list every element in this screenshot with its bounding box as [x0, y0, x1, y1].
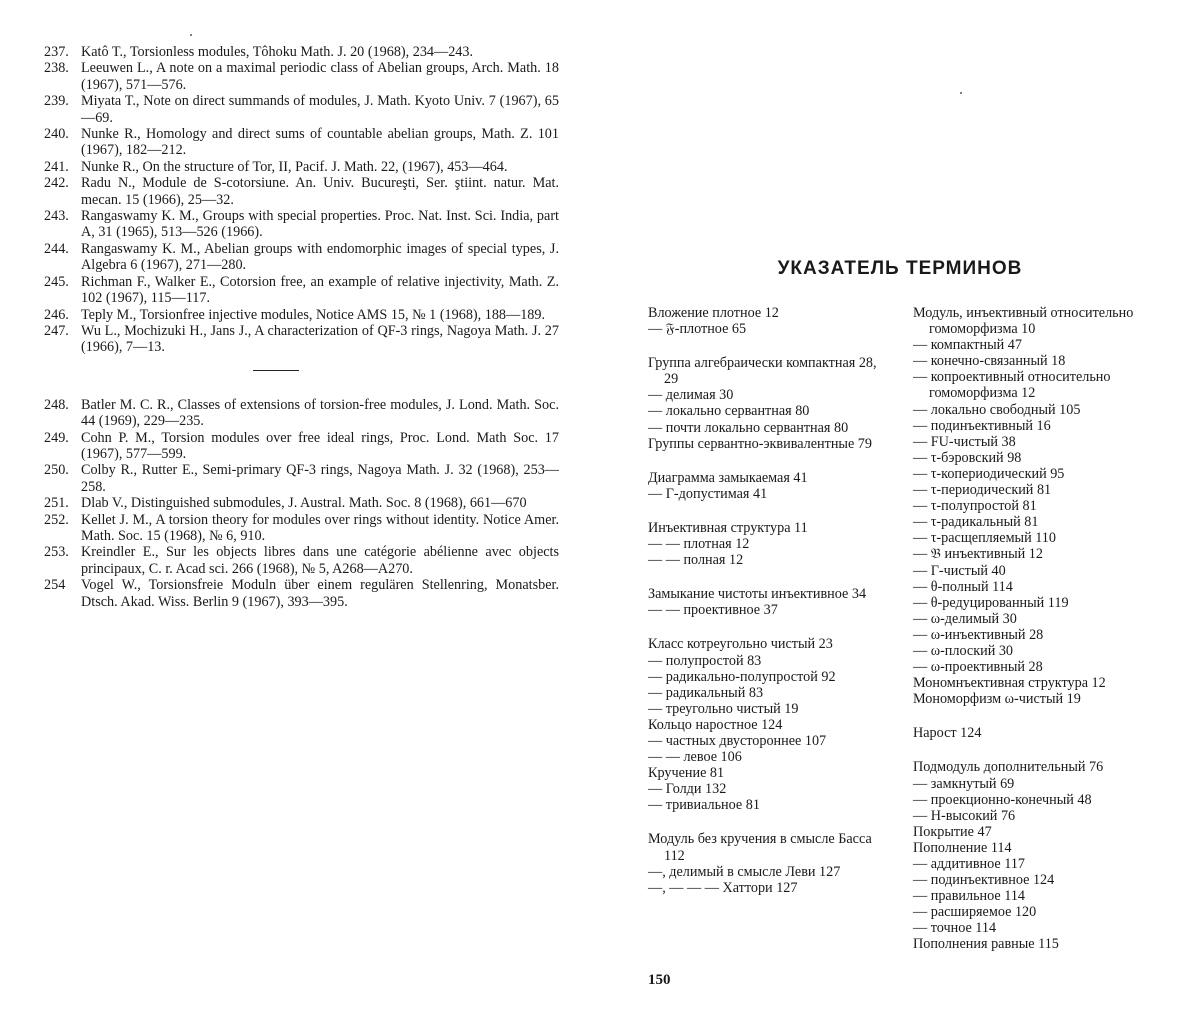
index-entry: — θ-редуцированный 119 — [913, 594, 1069, 611]
index-entry: Группа алгебраически компактная 28, 29 — [648, 355, 877, 388]
bib-entry-238 — [44, 60, 559, 93]
index-entry: Класс котреугольно чистый 23 — [648, 636, 833, 653]
bib-text: Nunke R., Homology and direct sums of countable abelian groups, Math. Z. 101 (1967), 182—212. — [81, 126, 559, 159]
bib-number: 249. — [44, 429, 69, 446]
index-entry: Модуль, инъективный относительно гомоморфизма 10 — [913, 305, 1134, 338]
index-entry: Модуль без кручения в смысле Басса 112 — [648, 831, 872, 864]
bib-number: 242. — [44, 175, 69, 192]
index-entry: — τ-периодический 81 — [913, 482, 1052, 499]
index-entry: — — полная 12 — [648, 552, 744, 569]
bib-text: Rangaswamy K. M., Abelian groups with endomorphic images of special types, J. Algebra 6 (1967), 271—280. — [81, 240, 559, 274]
index-entry: — радикальный 83 — [648, 684, 764, 701]
bib-entry-247 — [44, 323, 559, 356]
index-entry: Мономнъективная структура 12 — [913, 675, 1106, 692]
right-page — [600, 0, 1200, 1033]
index-entry: Инъективная структура 11 — [648, 519, 808, 536]
index-entry: — ω-проективный 28 — [913, 659, 1043, 676]
index-entry: — расширяемое 120 — [913, 904, 1037, 921]
group-spacer — [648, 337, 893, 355]
index-entry: Группы сервантно-эквивалентные 79 — [648, 435, 872, 452]
index-entry: — радикально-полупростой 92 — [648, 668, 836, 685]
bib-text: Wu L., Mochizuki H., Jans J., A characterization of QF-3 rings, Nagoya Math. J. 27 (1966), 7—13. — [81, 322, 559, 356]
index-entry: Нарост 124 — [913, 725, 982, 742]
group-spacer — [648, 502, 893, 520]
index-entry: — точное 114 — [913, 920, 997, 937]
speck — [190, 34, 192, 36]
index-entry: — частных двустороннее 107 — [648, 732, 827, 749]
index-entry: — полупростой 83 — [648, 652, 762, 669]
index-entry: — аддитивное 117 — [913, 856, 1026, 872]
index-entry: — τ-полупростой 81 — [913, 498, 1037, 515]
bib-text: Leeuwen L., A note on a maximal periodic class of Abelian groups, Arch. Math. 18 (1967), 571—576. — [81, 60, 559, 93]
index-entry: — τ-бэровский 98 — [913, 449, 1022, 466]
group-spacer — [648, 813, 893, 831]
bib-number: 253. — [44, 544, 69, 561]
bib-entry-242 — [44, 175, 559, 208]
bib-number: 241. — [44, 158, 69, 175]
bib-number: 244. — [44, 240, 69, 257]
bib-number: 248. — [44, 396, 69, 413]
bib-entry-244 — [44, 241, 559, 274]
index-entry: Покрытие 47 — [913, 823, 992, 840]
section-divider — [253, 370, 299, 371]
bib-entry-251 — [44, 495, 559, 511]
index-entry: Кольцо наростное 124 — [648, 716, 783, 733]
index-entry: — копроективный относительно гомоморфизма 12 — [913, 369, 1111, 402]
index-entry: — ω-плоский 30 — [913, 642, 1014, 659]
bib-text: Miyata T., Note on direct summands of modules, J. Math. Kyoto Univ. 7 (1967), 65—69. — [81, 93, 559, 126]
group-spacer — [648, 568, 893, 586]
index-entry: Пополнения равные 115 — [913, 936, 1059, 953]
index-entry: — делимая 30 — [648, 387, 734, 404]
bib-number: 240. — [44, 126, 69, 143]
index-entry: — Голди 132 — [648, 781, 727, 798]
index-entry: — ω-делимый 30 — [913, 610, 1017, 627]
bib-entry-239 — [44, 93, 559, 126]
group-spacer — [913, 707, 1163, 725]
index-column-left — [648, 305, 893, 896]
index-entry: — τ-копериодический 95 — [913, 465, 1065, 482]
index-entry: — конечно-связанный 18 — [913, 353, 1066, 370]
index-entry: — ω-инъективный 28 — [913, 626, 1044, 643]
index-entry: — 𝔉-плотное 65 — [648, 321, 747, 338]
bib-number: 246. — [44, 306, 69, 323]
index-entry: — τ-радикальный 81 — [913, 514, 1039, 531]
bib-text: Cohn P. M., Torsion modules over free ideal rings, Proc. Lond. Math Soc. 17 (1967), 577—599. — [81, 429, 559, 462]
index-entry: — тривиальное 81 — [648, 797, 760, 814]
bib-entry-249 — [44, 430, 559, 463]
index-entry: — подинъективный 16 — [913, 417, 1051, 434]
index-entry: — Г-чистый 40 — [913, 562, 1006, 579]
bib-entry-246 — [44, 307, 559, 323]
bib-number: 237. — [44, 44, 69, 60]
bib-text: Katô T., Torsionless modules, Tôhoku Math. J. 20 (1968), 234—243. — [81, 44, 474, 60]
bib-text: Batler M. C. R., Classes of extensions of torsion-free modules, J. Lond. Math. Soc. 44 (1969), 229—235. — [81, 396, 559, 430]
bib-entry-254 — [44, 577, 559, 610]
index-entry: — подинъективное 124 — [913, 872, 1055, 889]
index-entry: — 𝔅 инъективный 12 — [913, 546, 1043, 563]
bib-number: 254 — [44, 577, 66, 594]
index-entry: — FU-чистый 38 — [913, 433, 1016, 450]
index-title: УКАЗАТЕЛЬ ТЕРМИНОВ — [777, 258, 1023, 279]
bib-text: Kreindler E., Sur les objects libres dans une catégorie abélienne avec objects principaux, C. r. Acad sci. 266 (1968), № 5, A268—A270. — [81, 544, 559, 577]
group-spacer — [913, 741, 1163, 759]
index-entry: — почти локально сервантная 80 — [648, 419, 849, 436]
page-number: 150 — [648, 972, 671, 988]
index-entry: Замыкание чистоты инъективное 34 — [648, 586, 867, 603]
bib-text: Richman F., Walker E., Cotorsion free, an example of relative injectivity, Math. Z. 102 (1967), 115—117. — [81, 273, 559, 307]
index-entry: — H-высокий 76 — [913, 807, 1016, 824]
index-entry: — треугольно чистый 19 — [648, 700, 799, 717]
index-entry: — компактный 47 — [913, 337, 1022, 354]
index-entry: — замкнутый 69 — [913, 775, 1015, 792]
bib-entry-253 — [44, 544, 559, 577]
bib-number: 239. — [44, 93, 69, 110]
index-entry: — — левое 106 — [648, 749, 742, 766]
index-entry: — θ-полный 114 — [913, 578, 1013, 595]
bib-text: Rangaswamy K. M., Groups with special properties. Proc. Nat. Inst. Sci. India, part A, 31 (1965), 513—526 (1966). — [81, 208, 559, 241]
bib-entry-241 — [44, 159, 559, 175]
bib-text: Kellet J. M., A torsion theory for modules over rings without identity. Notice Amer. Math. Soc. 15 (1968), № 6, 910. — [81, 511, 559, 544]
bib-text: Dlab V., Distinguished submodules, J. Austral. Math. Soc. 8 (1968), 661—670 — [81, 495, 527, 512]
index-entry: — локально свободный 105 — [913, 401, 1081, 418]
index-entry: Подмодуль дополнительный 76 — [913, 759, 1104, 776]
bib-entry-243 — [44, 208, 559, 241]
index-entry: — проекционно-конечный 48 — [913, 791, 1092, 808]
index-entry: — — проективное 37 — [648, 602, 778, 619]
index-entry: — Г-допустимая 41 — [648, 485, 768, 502]
bib-text: Teply M., Torsionfree injective modules, Notice AMS 15, № 1 (1968), 188—189. — [81, 306, 546, 323]
index-entry: —, — — — Хаттори 127 — [648, 879, 798, 896]
bib-number: 252. — [44, 511, 69, 528]
index-entry: Вложение плотное 12 — [648, 305, 779, 321]
bib-entry-245 — [44, 274, 559, 307]
group-spacer — [648, 452, 893, 470]
bib-text: Radu N., Module de S-cotorsiune. An. Univ. Bucureşti, Ser. ştiint. natur. Mat. mecan. 15 (1966), 25—32. — [81, 175, 559, 208]
bib-number: 243. — [44, 208, 69, 225]
bib-text: Nunke R., On the structure of Tor, II, Pacif. J. Math. 22, (1967), 453—464. — [81, 158, 508, 175]
bib-entry-248 — [44, 397, 559, 430]
bib-text: Vogel W., Torsionsfreie Moduln über einem regulären Stellenring, Monatsber. Dtsch. Akad. Wiss. Berlin 9 (1967), 393—395. — [81, 577, 559, 610]
index-entry: — τ-расщепляемый 110 — [913, 530, 1056, 547]
index-entry: Кручение 81 — [648, 765, 725, 782]
bib-entry-237 — [44, 44, 559, 60]
index-column-right — [913, 305, 1163, 953]
index-entry: Диаграмма замыкаемая 41 — [648, 469, 808, 486]
bib-number: 251. — [44, 495, 69, 512]
bib-entry-250 — [44, 462, 559, 495]
index-entry: — — плотная 12 — [648, 536, 750, 553]
bib-number: 245. — [44, 273, 69, 290]
bibliography-list — [44, 44, 559, 610]
bib-text: Colby R., Rutter E., Semi-primary QF-3 rings, Nagoya Math. J. 32 (1968), 253—258. — [81, 462, 559, 495]
bib-entry-240 — [44, 126, 559, 159]
group-spacer — [648, 618, 893, 636]
bib-number: 250. — [44, 462, 69, 479]
index-entry: —, делимый в смысле Леви 127 — [648, 863, 841, 880]
bib-number: 247. — [44, 322, 69, 339]
bib-number: 238. — [44, 60, 69, 77]
index-entry: Пополнение 114 — [913, 839, 1012, 856]
index-entry: — правильное 114 — [913, 888, 1026, 905]
speck — [960, 92, 962, 94]
bib-entry-252 — [44, 512, 559, 545]
index-entry: Мономорфизм ω-чистый 19 — [913, 691, 1081, 708]
index-entry: — локально сервантная 80 — [648, 403, 810, 420]
